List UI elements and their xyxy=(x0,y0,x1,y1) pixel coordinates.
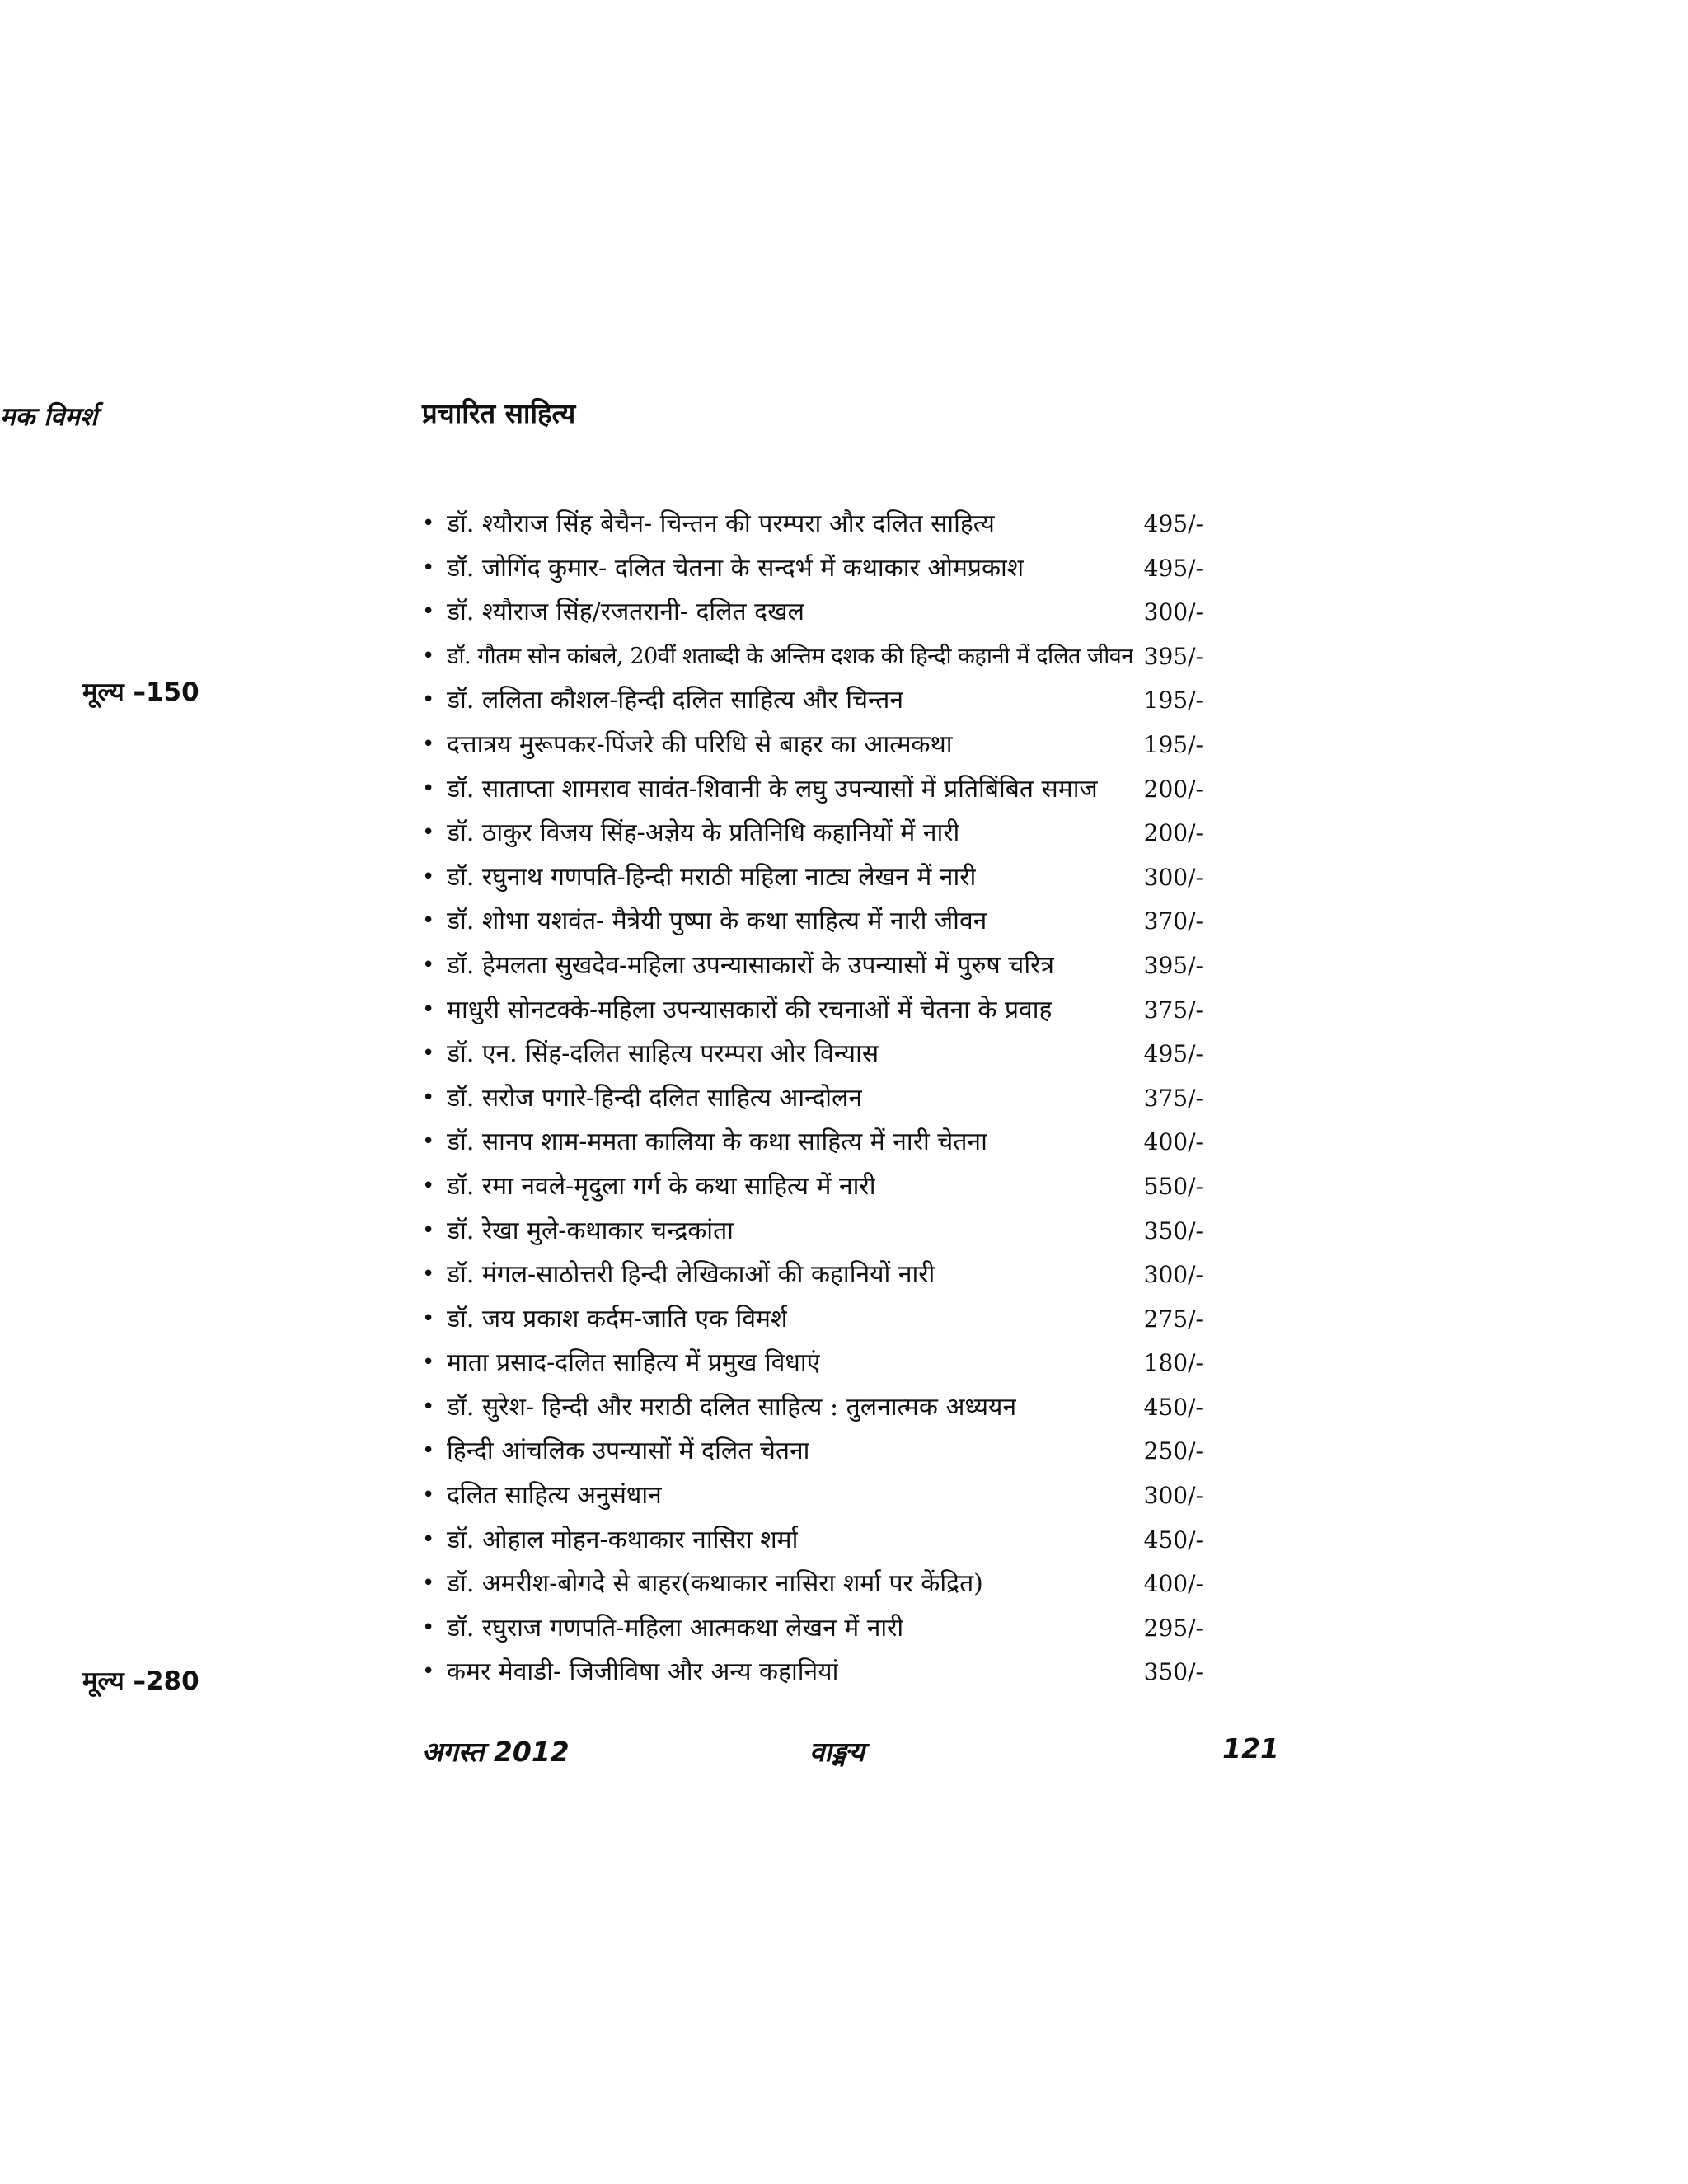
bullet-icon: • xyxy=(422,1085,435,1110)
book-list-item xyxy=(422,1165,1287,1209)
bullet-icon: • xyxy=(422,1659,435,1685)
book-title: माता प्रसाद-दलित साहित्य में प्रमुख विधाएं xyxy=(447,1348,821,1378)
book-list-item xyxy=(422,590,1287,635)
book-price: 350/- xyxy=(1143,1658,1203,1686)
book-price: 450/- xyxy=(1143,1526,1203,1554)
bullet-icon: • xyxy=(422,1526,435,1552)
book-list xyxy=(422,502,1287,1694)
bullet-icon: • xyxy=(422,643,435,668)
bullet-icon: • xyxy=(422,820,435,846)
book-list-item xyxy=(422,1606,1287,1651)
book-title: डॉ. गौतम सोन कांबले, 20वीं शताब्दी के अन्तिम दशक की हिन्दी कहानी में दलित जीवन xyxy=(447,643,1134,669)
book-price: 300/- xyxy=(1143,598,1203,626)
book-price: 400/- xyxy=(1143,1570,1203,1598)
bullet-icon: • xyxy=(422,555,435,580)
book-title: डॉ. साताप्ता शामराव सावंत-शिवानी के लघु उपन्यासों में प्रतिबिंबित समाज xyxy=(447,774,1098,804)
bullet-icon: • xyxy=(422,1129,435,1155)
book-title: डॉ. जय प्रकाश कर्दम-जाति एक विमर्श xyxy=(447,1304,788,1333)
book-price: 395/- xyxy=(1143,951,1203,979)
book-title: माधुरी सोनटक्के-महिला उपन्यासकारों की रचनाओं में चेतना के प्रवाह xyxy=(447,995,1053,1024)
book-title: डॉ. सुरेश- हिन्दी और मराठी दलित साहित्य : तुलनात्मक अध्ययन xyxy=(447,1392,1017,1422)
book-price: 395/- xyxy=(1143,642,1203,670)
book-price: 450/- xyxy=(1143,1393,1203,1421)
footer-journal-name: वाङ्मय xyxy=(809,1736,865,1768)
bullet-icon: • xyxy=(422,952,435,977)
book-title: डॉ. अमरीश-बोगदे से बाहर(कथाकार नासिरा शर्मा पर केंद्रित) xyxy=(447,1569,983,1599)
book-price: 295/- xyxy=(1143,1614,1203,1642)
book-price: 375/- xyxy=(1143,996,1203,1024)
book-list-item xyxy=(422,1518,1287,1563)
book-list-item xyxy=(422,1032,1287,1076)
book-title: डॉ. एन. सिंह-दलित साहित्य परम्परा ओर विन्यास xyxy=(447,1039,879,1069)
book-list-item xyxy=(422,678,1287,723)
bullet-icon: • xyxy=(422,1041,435,1066)
book-list-item xyxy=(422,899,1287,944)
page-footer xyxy=(422,1732,1279,1774)
book-title: डॉ. जोगिंद कुमार- दलित चेतना के सन्दर्भ में कथाकार ओमप्रकाश xyxy=(447,553,1025,583)
book-price: 180/- xyxy=(1143,1349,1203,1377)
book-price: 495/- xyxy=(1143,510,1203,537)
book-list-item xyxy=(422,723,1287,767)
book-price: 400/- xyxy=(1143,1128,1203,1156)
book-title: दत्तात्रय मुरूपकर-पिंजरे की परिधि से बाहर का आत्मकथा xyxy=(447,729,953,759)
book-title: डॉ. रमा नवले-मृदुला गर्ग के कथा साहित्य में नारी xyxy=(447,1171,876,1201)
bullet-icon: • xyxy=(422,908,435,934)
book-price: 495/- xyxy=(1143,1040,1203,1068)
bullet-icon: • xyxy=(422,776,435,801)
footer-date: अगस्त 2012 xyxy=(422,1736,570,1768)
book-title: हिन्दी आंचलिक उपन्यासों में दलित चेतना xyxy=(447,1436,810,1466)
book-title: डॉ. रेखा मुले-कथाकार चन्द्रकांता xyxy=(447,1216,734,1245)
bullet-icon: • xyxy=(422,1173,435,1198)
book-price: 300/- xyxy=(1143,1261,1203,1289)
book-title: डॉ. ठाकुर विजय सिंह-अज्ञेय के प्रतिनिधि कहानियों में नारी xyxy=(447,818,960,848)
bullet-icon: • xyxy=(422,1305,435,1331)
book-price: 375/- xyxy=(1143,1084,1203,1112)
book-title: डॉ. ललिता कौशल-हिन्दी दलित साहित्य और चिन्तन xyxy=(447,686,904,715)
book-list-item xyxy=(422,1385,1287,1430)
bullet-icon: • xyxy=(422,1615,435,1640)
footer-page-number: 121 xyxy=(1222,1732,1279,1765)
bullet-icon: • xyxy=(422,1262,435,1287)
book-price: 495/- xyxy=(1143,554,1203,582)
bullet-icon: • xyxy=(422,599,435,625)
book-list-item xyxy=(422,502,1287,546)
book-list-item xyxy=(422,1562,1287,1606)
book-title: कमर मेवाडी- जिजीविषा और अन्य कहानियां xyxy=(447,1657,839,1687)
bullet-icon: • xyxy=(422,511,435,536)
bullet-icon: • xyxy=(422,864,435,889)
book-list-item xyxy=(422,1341,1287,1385)
book-title: डॉ. मंगल-साठोत्तरी हिन्दी लेखिकाओं की कहानियों नारी xyxy=(447,1260,935,1290)
book-title: डॉ. ओहाल मोहन-कथाकार नासिरा शर्मा xyxy=(447,1525,799,1554)
bullet-icon: • xyxy=(422,1350,435,1376)
book-title: डॉ. हेमलता सुखदेव-महिला उपन्यासाकारों के उपन्यासों में पुरुष चरित्र xyxy=(447,950,1054,980)
page-title: प्रचारित साहित्य xyxy=(422,397,576,429)
book-list-item xyxy=(422,1076,1287,1121)
book-price: 550/- xyxy=(1143,1172,1203,1200)
book-title: डॉ. श्यौराज सिंह बेचैन- चिन्तन की परम्परा और दलित साहित्य xyxy=(447,509,995,538)
book-list-item xyxy=(422,1120,1287,1165)
book-price: 200/- xyxy=(1143,775,1203,803)
book-title: डॉ. शोभा यशवंत- मैत्रेयी पुष्पा के कथा साहित्य में नारी जीवन xyxy=(447,907,987,936)
book-price: 370/- xyxy=(1143,907,1203,935)
book-title: डॉ. रघुनाथ गणपति-हिन्दी मराठी महिला नाट्य लेखन में नारी xyxy=(447,862,977,892)
bullet-icon: • xyxy=(422,687,435,713)
book-list-item xyxy=(422,988,1287,1033)
book-title: दलित साहित्य अनुसंधान xyxy=(447,1481,662,1511)
left-column-price-150: मूल्य –150 xyxy=(82,677,199,707)
book-list-item xyxy=(422,767,1287,812)
book-price: 300/- xyxy=(1143,863,1203,891)
book-title: डॉ. सरोज पगारे-हिन्दी दलित साहित्य आन्दोलन xyxy=(447,1083,863,1113)
book-title: डॉ. सानप शाम-ममता कालिया के कथा साहित्य में नारी चेतना xyxy=(447,1127,987,1157)
bullet-icon: • xyxy=(422,996,435,1022)
book-list-item xyxy=(422,1474,1287,1518)
book-price: 200/- xyxy=(1143,819,1203,847)
book-price: 300/- xyxy=(1143,1482,1203,1510)
bullet-icon: • xyxy=(422,1217,435,1243)
book-list-item xyxy=(422,1297,1287,1342)
book-list-item xyxy=(422,811,1287,855)
left-column-header-fragment: मक विमर्श xyxy=(0,402,98,432)
bullet-icon: • xyxy=(422,1571,435,1596)
book-list-item xyxy=(422,1429,1287,1474)
bullet-icon: • xyxy=(422,1438,435,1464)
book-list-item xyxy=(422,635,1287,679)
bullet-icon: • xyxy=(422,1394,435,1419)
book-list-item xyxy=(422,1650,1287,1694)
book-price: 195/- xyxy=(1143,687,1203,715)
bullet-icon: • xyxy=(422,1483,435,1508)
book-list-item xyxy=(422,546,1287,591)
book-list-item xyxy=(422,855,1287,900)
book-list-item xyxy=(422,944,1287,988)
left-column-price-280: मूल्य –280 xyxy=(82,1666,199,1696)
book-price: 195/- xyxy=(1143,730,1203,758)
book-list-item xyxy=(422,1253,1287,1297)
book-price: 275/- xyxy=(1143,1305,1203,1333)
bullet-icon: • xyxy=(422,731,435,757)
book-title: डॉ. श्यौराज सिंह/रजतरानी- दलित दखल xyxy=(447,598,804,627)
book-price: 250/- xyxy=(1143,1437,1203,1465)
book-price: 350/- xyxy=(1143,1216,1203,1244)
book-title: डॉ. रघुराज गणपति-महिला आत्मकथा लेखन में नारी xyxy=(447,1613,904,1643)
book-list-item xyxy=(422,1209,1287,1254)
